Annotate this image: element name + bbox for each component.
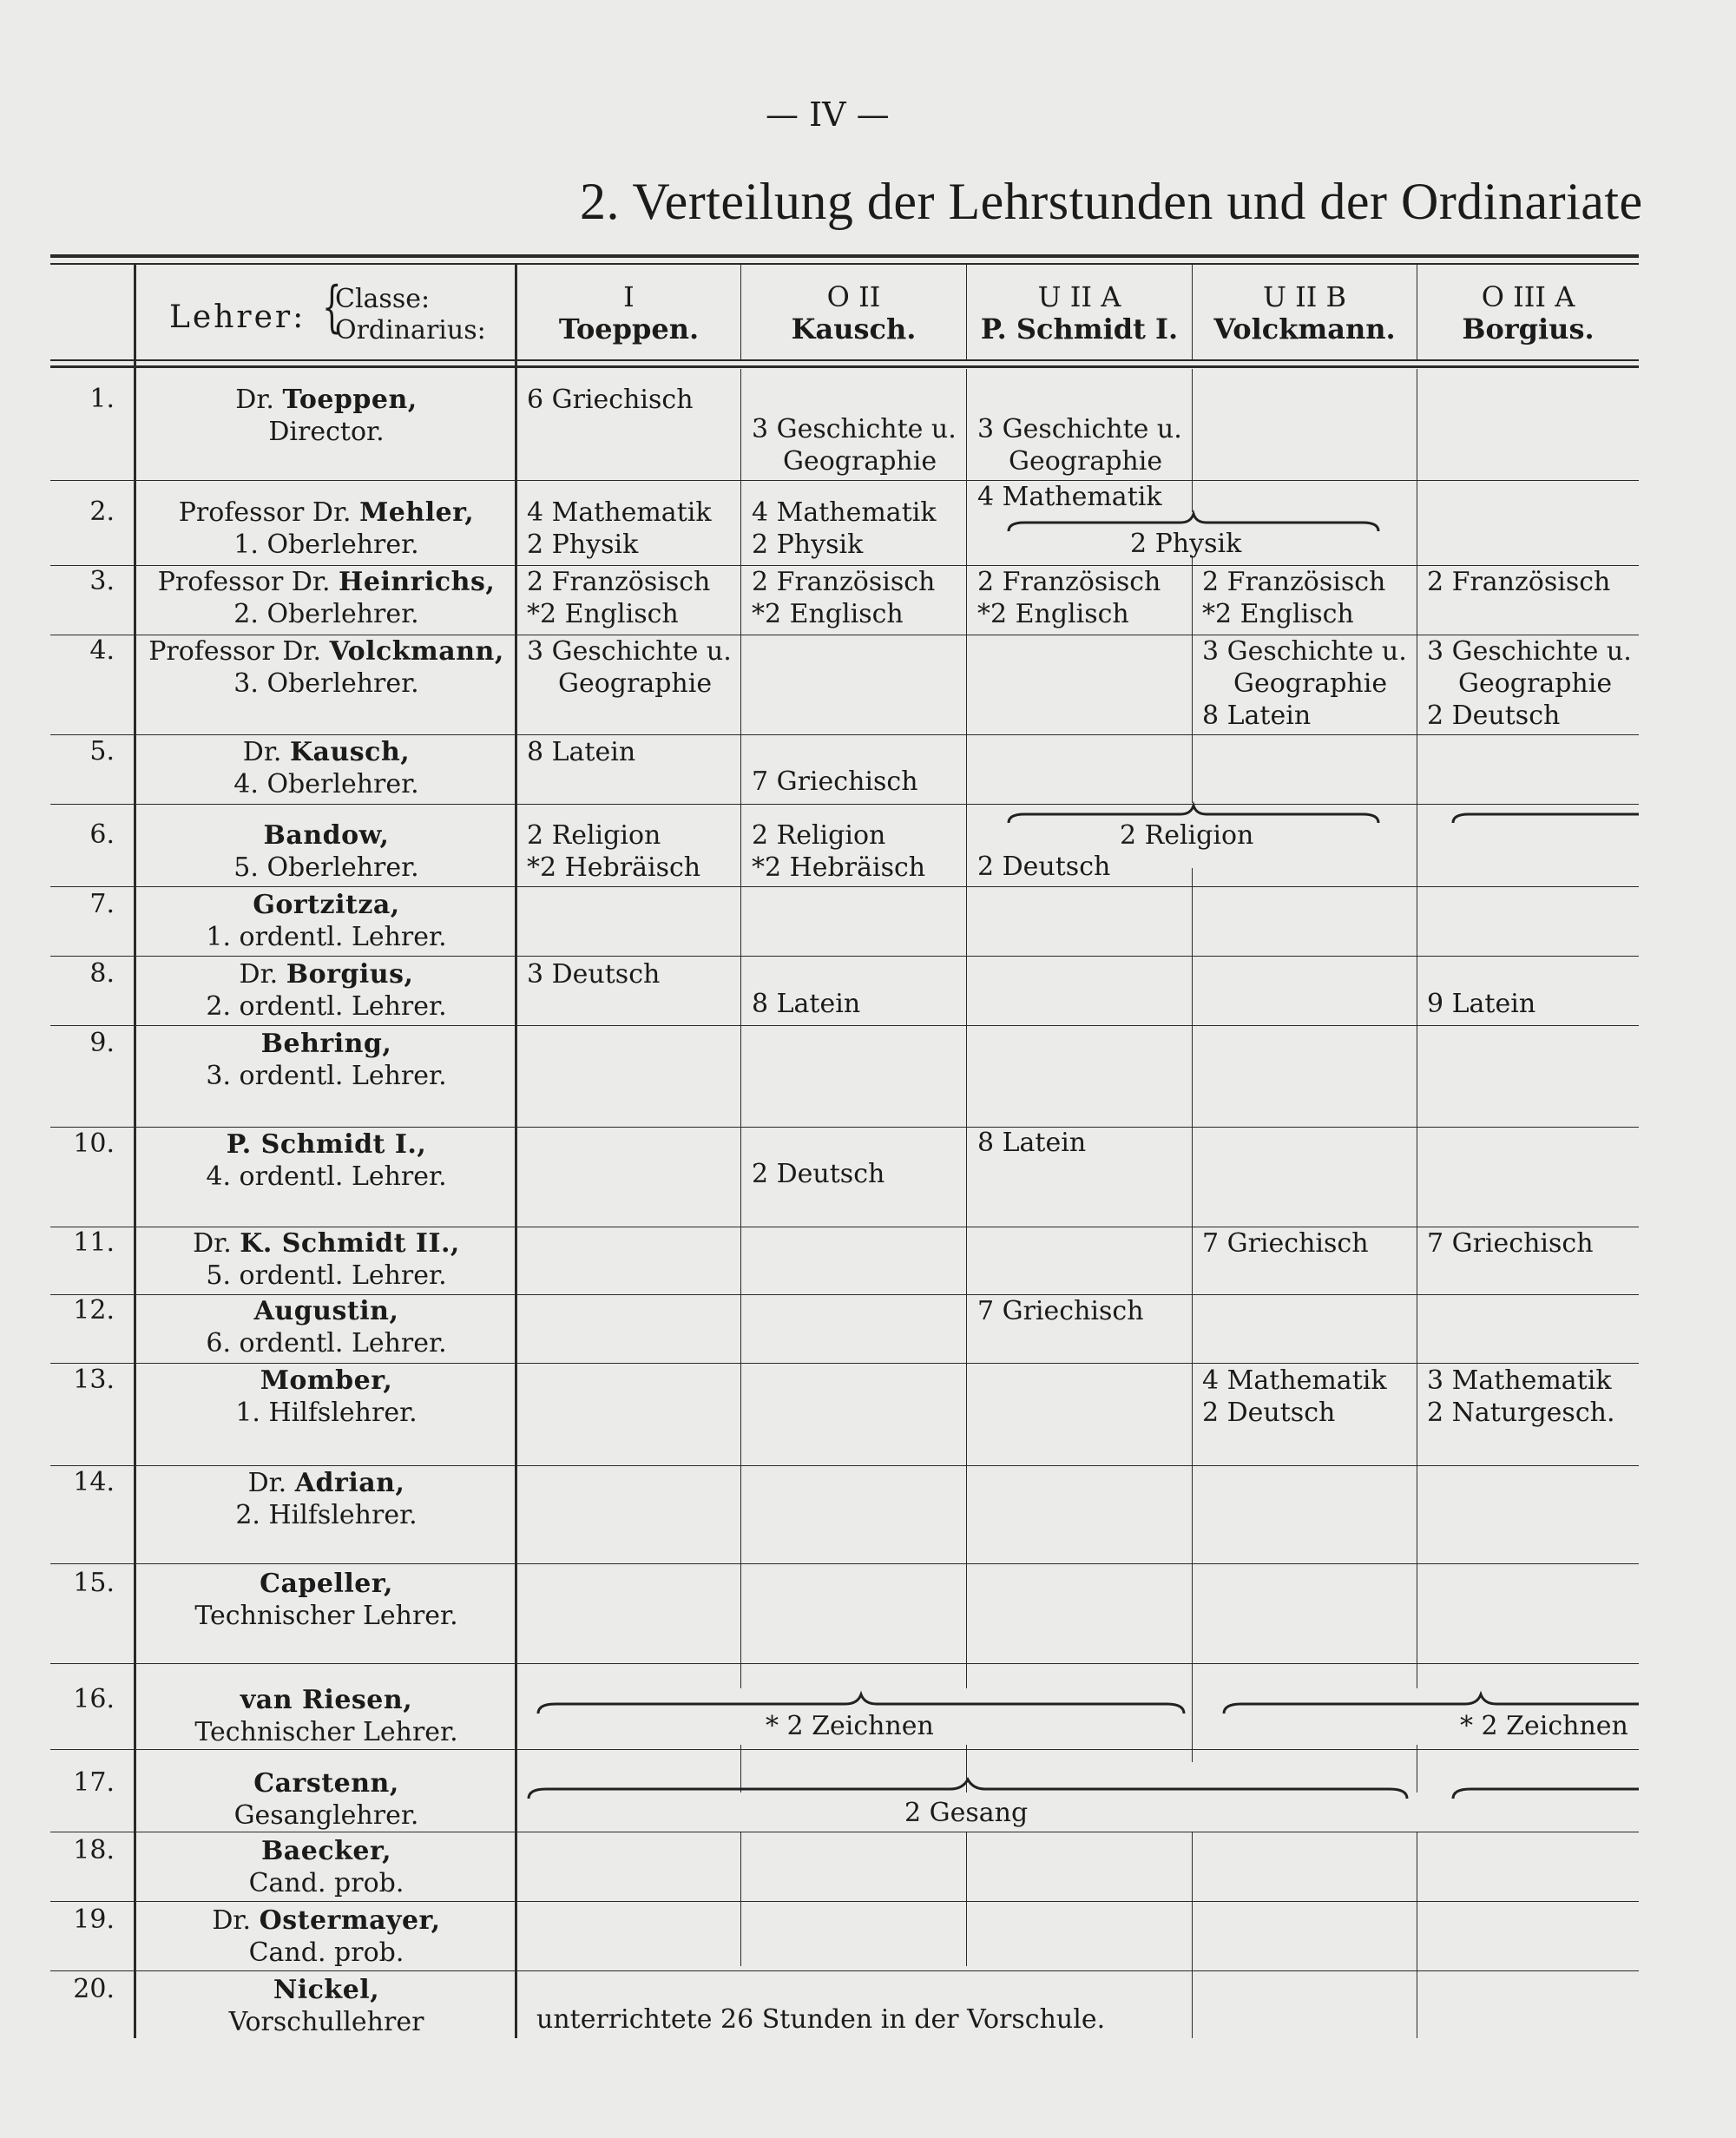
teacher-entry	[135, 1684, 517, 1748]
row-sep-18	[50, 1901, 1639, 1902]
row-number: 12.	[73, 1295, 115, 1326]
row-number: 7.	[89, 889, 115, 919]
page-number: — IV —	[766, 95, 890, 134]
row-number: 9.	[89, 1028, 115, 1058]
row-sep-16	[50, 1749, 1639, 1750]
cell-r2-span-physik: 2 Physik	[1130, 529, 1242, 559]
teacher-name: Nickel,	[273, 1975, 380, 2005]
teacher-entry	[135, 1365, 517, 1429]
teacher-role: Vorschullehrer	[228, 2007, 424, 2037]
teacher-name-line	[135, 384, 517, 416]
cell-r3-c2: 2 Französisch *2 Englisch	[752, 567, 936, 629]
ordinarius-value: Borgius.	[1462, 312, 1595, 345]
teacher-name: Augustin,	[253, 1296, 399, 1326]
cell-r3-c4: 2 Französisch *2 Englisch	[1202, 567, 1386, 629]
teacher-name: Carstenn,	[253, 1768, 399, 1799]
teacher-name-line	[135, 1684, 517, 1716]
teacher-role: 2. ordentl. Lehrer.	[206, 991, 447, 1022]
teacher-entry	[135, 889, 517, 953]
cell-r6-c2: 2 Religion *2 Hebräisch	[752, 820, 926, 883]
teacher-role: 1. ordentl. Lehrer.	[206, 922, 447, 952]
teacher-name-line	[135, 1365, 517, 1397]
row-sep-7	[50, 956, 1639, 957]
cell-r4-c4: 3 Geschichte u. Geographie 8 Latein	[1202, 636, 1407, 731]
teacher-name: Gortzitza,	[253, 890, 400, 920]
teacher-role: 2. Hilfslehrer.	[235, 1500, 418, 1530]
teacher-name-line	[135, 1295, 517, 1327]
teacher-name-line	[135, 566, 517, 598]
teacher-role: Director.	[268, 417, 385, 447]
teacher-role: 1. Hilfslehrer.	[235, 1398, 418, 1428]
teacher-title: Dr.	[212, 1905, 252, 1936]
teacher-entry	[135, 384, 517, 448]
classe-value: O III A	[1481, 280, 1575, 313]
row-sep-13	[50, 1465, 1639, 1466]
teacher-entry	[135, 1227, 517, 1292]
cell-r6-span-religion: 2 Religion	[1120, 820, 1254, 851]
ordinarius-value: Kausch.	[791, 312, 917, 345]
teacher-name: Borgius,	[286, 959, 414, 990]
row-sep-12	[50, 1363, 1639, 1364]
teacher-entry	[135, 1767, 517, 1832]
teacher-role: 3. Oberlehrer.	[233, 668, 419, 699]
teacher-role: Cand. prob.	[248, 1868, 404, 1898]
teacher-name: K. Schmidt II.,	[240, 1228, 460, 1259]
body-divider-c1c	[740, 1832, 741, 1966]
cell-r8-c1: 3 Deutsch	[527, 959, 661, 990]
teacher-name-line	[135, 1568, 517, 1600]
row-sep-9	[50, 1127, 1639, 1128]
row-number: 4.	[89, 635, 115, 666]
teacher-role: 2. Oberlehrer.	[233, 599, 419, 629]
header-col-1	[517, 281, 740, 345]
teacher-name-line	[135, 497, 517, 529]
classe-value: O II	[826, 280, 881, 313]
teacher-name: Volckmann,	[329, 636, 504, 667]
body-divider-c3c	[1192, 868, 1193, 1762]
teacher-title: Professor Dr.	[178, 497, 352, 528]
teacher-title: Dr.	[247, 1468, 287, 1498]
teacher-name: Bandow,	[263, 820, 390, 851]
teacher-role: Gesanglehrer.	[233, 1800, 419, 1831]
teacher-entry	[135, 819, 517, 884]
row-number: 3.	[89, 566, 115, 596]
cell-r3-c3: 2 Französisch *2 Englisch	[977, 567, 1161, 629]
teacher-name: Momber,	[260, 1365, 393, 1396]
teacher-role: 6. ordentl. Lehrer.	[206, 1328, 447, 1358]
teacher-name: Adrian,	[294, 1468, 405, 1498]
teacher-entry	[135, 566, 517, 630]
cell-r4-c5: 3 Geschichte u. Geographie 2 Deutsch	[1427, 636, 1632, 731]
teacher-name-line	[135, 1128, 517, 1161]
row-number: 19.	[73, 1904, 115, 1935]
teacher-name-line	[135, 819, 517, 852]
cell-r5-c1: 8 Latein	[527, 737, 636, 767]
teacher-role: Technischer Lehrer.	[194, 1717, 458, 1747]
teacher-role: 5. ordentl. Lehrer.	[206, 1260, 447, 1291]
cell-r5-c2: 7 Griechisch	[752, 766, 918, 797]
body-divider-c3b	[1192, 556, 1193, 803]
teacher-name-line	[135, 1028, 517, 1060]
header-col-3	[967, 281, 1192, 345]
header-brace: {	[322, 275, 342, 339]
cell-r20-span-vorschule: unterrichtete 26 Stunden in der Vorschule.	[536, 2004, 1106, 2035]
classe-value: U II B	[1262, 280, 1347, 313]
ordinarius-value: P. Schmidt I.	[980, 312, 1179, 345]
teacher-name-line	[135, 635, 517, 668]
cell-r10-c3: 8 Latein	[977, 1128, 1087, 1158]
cell-r16-span-zeichnen-left: * 2 Zeichnen	[766, 1711, 934, 1741]
cell-r10-c2: 2 Deutsch	[752, 1159, 885, 1189]
teacher-title: Professor Dr.	[157, 567, 331, 597]
teacher-name: Mehler,	[359, 497, 475, 528]
teacher-name-line	[135, 1227, 517, 1260]
row-sep-8	[50, 1025, 1639, 1026]
header-col-2	[741, 281, 966, 345]
ordinarius-label: Ordinarius:	[335, 315, 486, 345]
cell-r8-c2: 8 Latein	[752, 989, 861, 1019]
teacher-entry	[135, 1835, 517, 1899]
row-sep-14	[50, 1563, 1639, 1564]
cell-r11-c5: 7 Griechisch	[1427, 1228, 1594, 1259]
row-number: 16.	[73, 1684, 115, 1714]
row-sep-5	[50, 804, 1639, 805]
cell-r12-c3: 7 Griechisch	[977, 1296, 1144, 1326]
teacher-title: Professor Dr.	[148, 636, 322, 667]
brace-r17-right	[1451, 1778, 1639, 1806]
teacher-role: 3. ordentl. Lehrer.	[206, 1061, 447, 1091]
teacher-role: 4. Oberlehrer.	[233, 769, 419, 799]
cell-r17-span-gesang: 2 Gesang	[904, 1798, 1029, 1828]
cell-r2-c1: 4 Mathematik 2 Physik	[527, 497, 712, 560]
cell-r2-c3: 4 Mathematik	[977, 482, 1162, 512]
header-col-4	[1193, 281, 1417, 345]
teacher-name: P. Schmidt I.,	[226, 1129, 427, 1160]
body-divider-c3d	[1192, 1832, 1193, 2038]
row-number: 17.	[73, 1767, 115, 1798]
teacher-name: Ostermayer,	[259, 1905, 441, 1936]
cell-r1-c3: 3 Geschichte u. Geographie	[977, 414, 1182, 477]
row-number: 10.	[73, 1128, 115, 1159]
teacher-entry	[135, 1568, 517, 1632]
cell-r16-span-zeichnen-right: * 2 Zeichnen	[1460, 1711, 1628, 1741]
teacher-entry	[135, 1295, 517, 1359]
cell-r3-c5: 2 Französisch	[1427, 567, 1611, 597]
teacher-entry	[135, 497, 517, 561]
teacher-name: van Riesen,	[240, 1685, 413, 1715]
teacher-role: Technischer Lehrer.	[194, 1601, 458, 1631]
teacher-entry	[135, 635, 517, 700]
top-rule-thin	[50, 263, 1639, 265]
teacher-name-line	[135, 958, 517, 990]
row-sep-1	[50, 480, 1639, 481]
body-divider-c3	[1192, 369, 1193, 512]
teacher-name-line	[135, 1904, 517, 1937]
header-col-5	[1417, 281, 1639, 345]
teacher-role: 1. Oberlehrer.	[233, 530, 419, 560]
row-sep-15	[50, 1663, 1639, 1664]
top-rule-thick	[50, 254, 1639, 258]
cell-r6-c3: 2 Deutsch	[977, 852, 1111, 882]
lehrer-label: Lehrer:	[169, 299, 306, 335]
row-number: 13.	[73, 1365, 115, 1395]
teacher-entry	[135, 736, 517, 800]
header-rule-1	[50, 359, 1639, 361]
body-divider-c2c	[966, 1832, 967, 1966]
cell-r11-c4: 7 Griechisch	[1202, 1228, 1369, 1259]
teacher-name: Heinrichs,	[339, 567, 496, 597]
row-number: 6.	[89, 819, 115, 850]
ordinarius-value: Toeppen.	[558, 312, 700, 345]
row-number: 2.	[89, 497, 115, 527]
teacher-title: Dr.	[239, 959, 279, 990]
teacher-entry	[135, 1467, 517, 1531]
classe-value: U II A	[1037, 280, 1121, 313]
teacher-entry	[135, 1974, 517, 2038]
row-number: 1.	[89, 384, 115, 414]
row-number: 5.	[89, 736, 115, 766]
teacher-entry	[135, 1128, 517, 1193]
classe-value: I	[623, 280, 635, 313]
teacher-name-line	[135, 1767, 517, 1799]
row-number: 8.	[89, 958, 115, 989]
body-divider-c1	[740, 369, 741, 1688]
teacher-name: Kausch,	[289, 737, 411, 767]
cell-r13-c5: 3 Mathematik 2 Naturgesch.	[1427, 1365, 1615, 1428]
row-number: 11.	[73, 1227, 115, 1258]
cell-r2-c2: 4 Mathematik 2 Physik	[752, 497, 937, 560]
cell-r13-c4: 4 Mathematik 2 Deutsch	[1202, 1365, 1387, 1428]
teacher-name: Behring,	[260, 1029, 392, 1059]
teacher-role: 5. Oberlehrer.	[233, 852, 419, 883]
cell-r3-c1: 2 Französisch *2 Englisch	[527, 567, 711, 629]
row-sep-4	[50, 734, 1639, 735]
row-sep-6	[50, 886, 1639, 887]
row-number: 14.	[73, 1467, 115, 1497]
teacher-name-line	[135, 1974, 517, 2006]
teacher-name-line	[135, 736, 517, 768]
body-divider-c2	[966, 369, 967, 1688]
row-number: 20.	[73, 1974, 115, 2004]
cell-r4-c1: 3 Geschichte u. Geographie	[527, 636, 732, 699]
teacher-name: Toeppen,	[282, 385, 418, 415]
teacher-name: Capeller,	[260, 1569, 393, 1599]
teacher-title: Dr.	[235, 385, 274, 415]
teacher-role: Cand. prob.	[248, 1937, 404, 1968]
brace-r6-right	[1451, 804, 1639, 830]
page-title: 2. Verteilung der Lehrstunden und der Ordinariate	[580, 173, 1643, 230]
teacher-role: 4. ordentl. Lehrer.	[206, 1161, 447, 1192]
teacher-name-line	[135, 1835, 517, 1867]
row-sep-19	[50, 1970, 1639, 1971]
teacher-entry	[135, 958, 517, 1023]
cell-r1-c2: 3 Geschichte u. Geographie	[752, 414, 957, 477]
cell-r6-c1: 2 Religion *2 Hebräisch	[527, 820, 701, 883]
classe-label: Classe:	[335, 284, 431, 314]
cell-r8-c5: 9 Latein	[1427, 989, 1536, 1019]
row-number: 15.	[73, 1568, 115, 1598]
teacher-name: Baecker,	[260, 1836, 392, 1866]
cell-r1-c1: 6 Griechisch	[527, 385, 694, 415]
teacher-name-line	[135, 889, 517, 921]
teacher-name-line	[135, 1467, 517, 1499]
teacher-title: Dr.	[193, 1228, 232, 1259]
ordinarius-value: Volckmann.	[1213, 312, 1396, 345]
teacher-title: Dr.	[242, 737, 282, 767]
header-rule-2	[50, 365, 1639, 368]
teacher-entry	[135, 1904, 517, 1969]
row-number: 18.	[73, 1835, 115, 1865]
teacher-entry	[135, 1028, 517, 1092]
